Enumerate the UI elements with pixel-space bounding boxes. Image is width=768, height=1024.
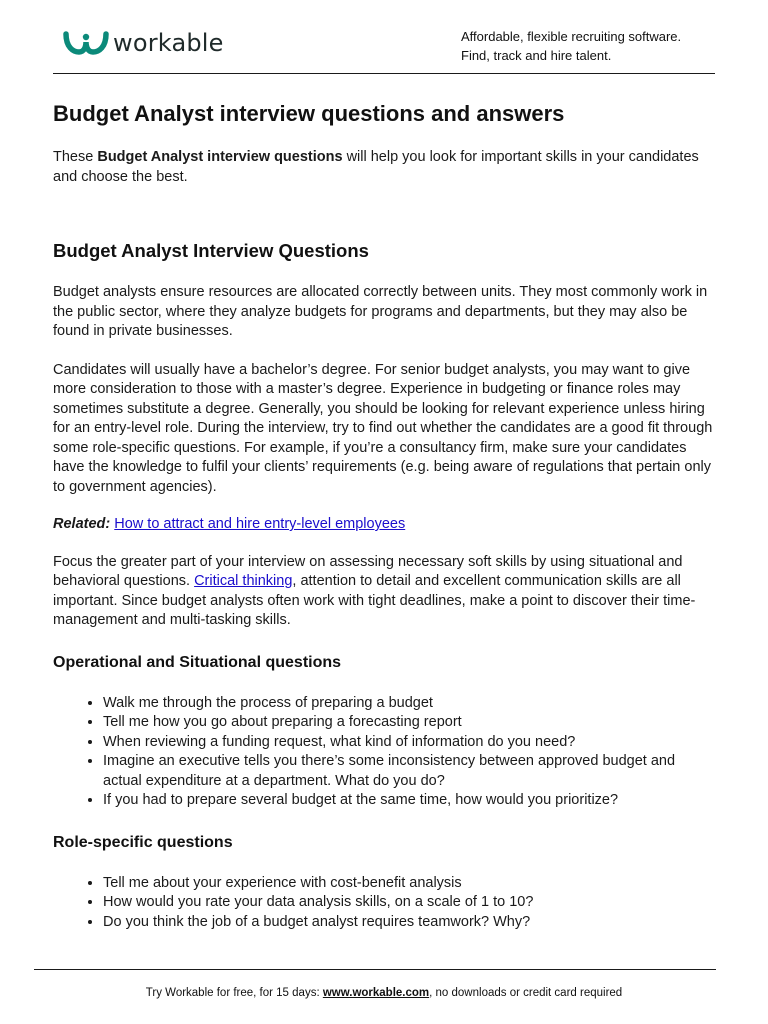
list-item: • Do you think the job of a budget analyst requires teamwork? Why?: [103, 913, 715, 933]
related-colon: :: [105, 516, 111, 532]
page-title: Budget Analyst interview questions and answers: [53, 101, 565, 126]
footer-post: , no downloads or credit card required: [429, 987, 623, 999]
workable-website-link[interactable]: www.workable.com: [322, 987, 430, 999]
list-item: • Walk me through the process of preparing a budget: [103, 694, 715, 714]
role-specific-heading: Role-specific questions: [53, 833, 233, 851]
footer-divider: [34, 969, 716, 970]
focus-post: , attention to detail and excellent communication skills are all important. Since budget analysts often work with tight deadlines, make a point to discover their time-management and multi-tasking skills.: [53, 573, 696, 628]
list-item: • How would you rate your data analysis skills, on a scale of 1 to 10?: [103, 893, 715, 913]
list-item: • Tell me how you go about preparing a forecasting report: [103, 713, 715, 733]
intro-post: will help you look for important skills in your candidates and choose the best.: [53, 149, 699, 185]
workable-logo[interactable]: [63, 29, 224, 57]
intro-pre: These: [53, 149, 98, 165]
paragraph-candidates: Candidates will usually have a bachelor’s degree. For senior budget analysts, you may want to give more consideration to those with a master’s degree. Experience in budgeting or finance roles may sometimes substitute a degree. Generally, you should be looking for relevant experience unless hiring for an entry-level role. During the interview, try to find out whether the candidates are a good fit through some role-specific questions. For example, if you’re a consultancy firm, make sure your candidates have the knowledge to fulfil your clients’ requirements (e.g. being aware of regulations that pertain only to government agencies).: [53, 361, 713, 495]
role-specific-list: [53, 874, 715, 933]
page-footer: [0, 987, 768, 999]
intro-paragraph: [53, 148, 715, 187]
list-item: • When reviewing a funding request, what kind of information do you need?: [103, 733, 715, 753]
header-divider: [53, 73, 715, 74]
paragraph-focus: [53, 553, 715, 631]
related-label: Related: [53, 516, 106, 532]
tagline-line-2: Find, track and hire talent.: [461, 48, 612, 63]
operational-list: [53, 694, 715, 811]
intro-bold: Budget Analyst interview questions: [97, 149, 343, 165]
page-header: [0, 0, 768, 74]
operational-heading: Operational and Situational questions: [53, 653, 342, 671]
focus-pre: Focus the greater part of your interview on assessing necessary soft skills by using situational and behavioral questions.: [53, 553, 683, 589]
header-tagline: [461, 27, 681, 65]
logo-wordmark: workable: [113, 29, 224, 57]
footer-pre: Try Workable for free, for 15 days:: [145, 987, 323, 999]
paragraph-overview: Budget analysts ensure resources are allocated correctly between units. They most commonly work in the public sector, where they analyze budgets for programs and departments, but they may also be found in private businesses.: [53, 284, 708, 339]
workable-logo-icon: [63, 30, 109, 56]
list-item: • Imagine an executive tells you there’s some inconsistency between approved budget and actual expenditure at a department. What do you do?: [103, 752, 715, 791]
critical-thinking-link[interactable]: Critical thinking: [194, 573, 293, 589]
related-line: [53, 515, 715, 535]
list-item: • If you had to prepare several budget at the same time, how would you prioritize?: [103, 791, 715, 811]
section-heading: Budget Analyst Interview Questions: [53, 240, 369, 261]
list-item: • Tell me about your experience with cost-benefit analysis: [103, 874, 715, 894]
related-link[interactable]: How to attract and hire entry-level employees: [114, 516, 406, 532]
tagline-line-1: Affordable, flexible recruiting software.: [461, 29, 682, 44]
article-content: [53, 100, 715, 932]
